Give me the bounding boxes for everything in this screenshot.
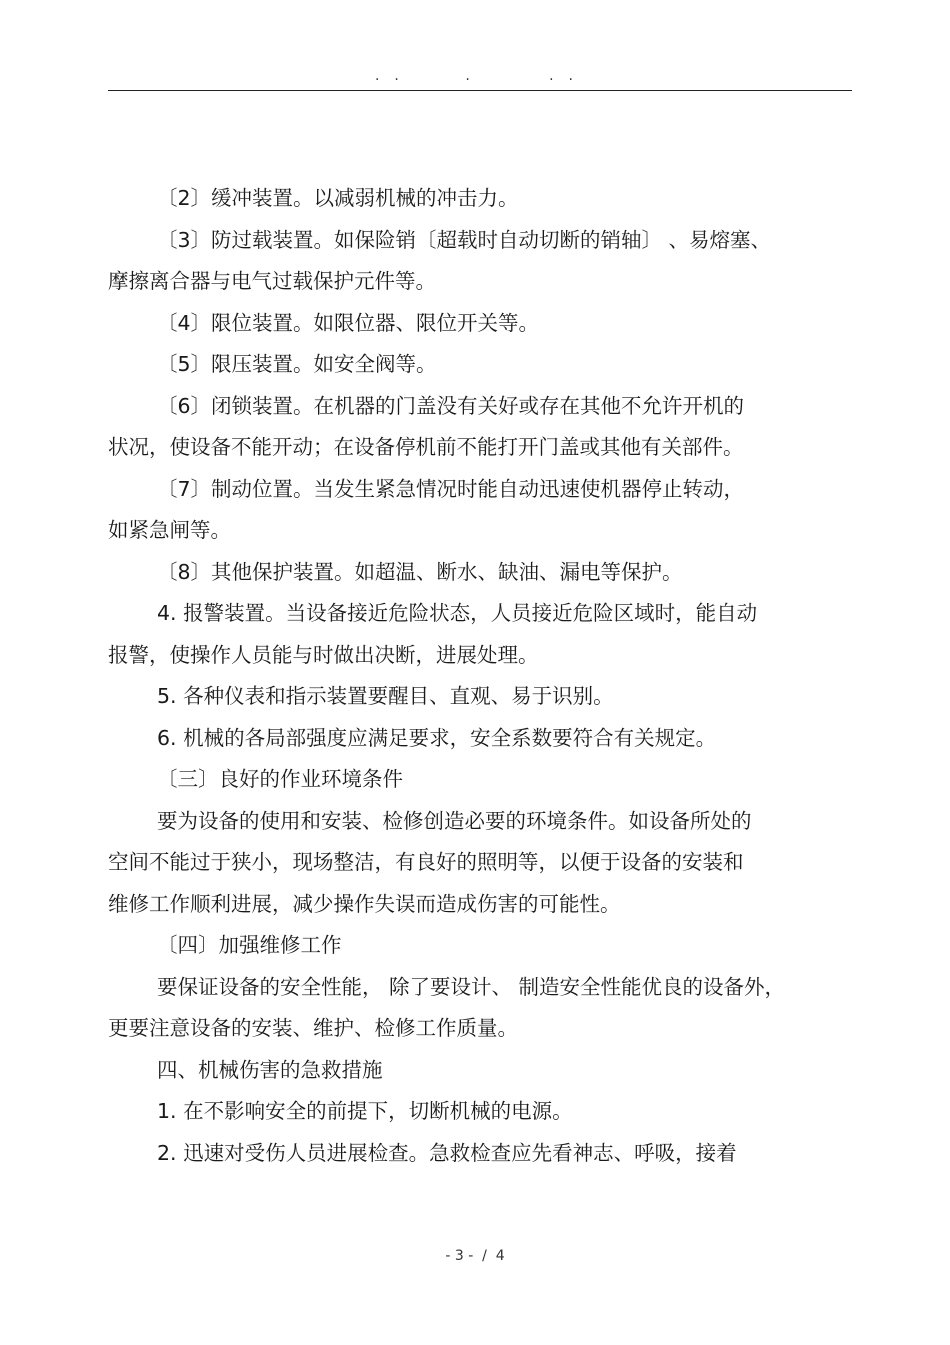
section-heading: 〔四〕加强维修工作 [157,933,342,957]
text-line: 6. 机械的各局部强度应满足要求，安全系数要符合有关规定。 [157,726,717,750]
text-line: 更要注意设备的安装、维护、检修工作质量。 [108,1016,518,1040]
text-line: 报警，使操作人员能与时做出决断，进展处理。 [108,643,539,667]
text-line: 要保证设备的安全性能， 除了要设计、 制造安全性能优良的设备外， [157,975,786,999]
text-line: 2. 迅速对受伤人员进展检查。急救检查应先看神志、呼吸，接着 [157,1141,737,1165]
text-line: 状况，使设备不能开动；在设备停机前不能打开门盖或其他有关部件。 [108,435,744,459]
header-dots: . . . . . [375,68,575,84]
text-line: 4. 报警装置。当设备接近危险状态，人员接近危险区域时，能自动 [157,601,758,625]
section-heading: 〔三〕良好的作业环境条件 [157,767,403,791]
text-line: 〔2〕缓冲装置。以减弱机械的冲击力。 [157,186,519,210]
text-line: 摩擦离合器与电气过载保护元件等。 [108,269,436,293]
text-line: 〔7〕制动位置。当发生紧急情况时能自动迅速使机器停止转动， [157,477,745,501]
section-heading: 四、机械伤害的急救措施 [157,1058,383,1082]
text-line: 要为设备的使用和安装、检修创造必要的环境条件。如设备所处的 [157,809,752,833]
page-number: - 3 - / 4 [445,1248,505,1264]
text-line: 〔5〕限压装置。如安全阀等。 [157,352,437,376]
text-line: 〔8〕其他保护装置。如超温、断水、缺油、漏电等保护。 [157,560,683,584]
text-line: 如紧急闸等。 [108,518,231,542]
text-line: 1. 在不影响安全的前提下，切断机械的电源。 [157,1099,573,1123]
text-line: 维修工作顺利进展，减少操作失误而造成伤害的可能性。 [108,892,621,916]
text-line: 5. 各种仪表和指示装置要醒目、直观、易于识别。 [157,684,614,708]
header-rule [108,90,852,91]
text-line: 〔3〕防过载装置。如保险销〔超载时自动切断的销轴〕 、易熔塞、 [157,228,772,252]
text-line: 〔6〕闭锁装置。在机器的门盖没有关好或存在其他不允许开机的 [157,394,745,418]
text-line: 〔4〕限位装置。如限位器、限位开关等。 [157,311,540,335]
text-line: 空间不能过于狭小，现场整洁，有良好的照明等，以便于设备的安装和 [108,850,744,874]
